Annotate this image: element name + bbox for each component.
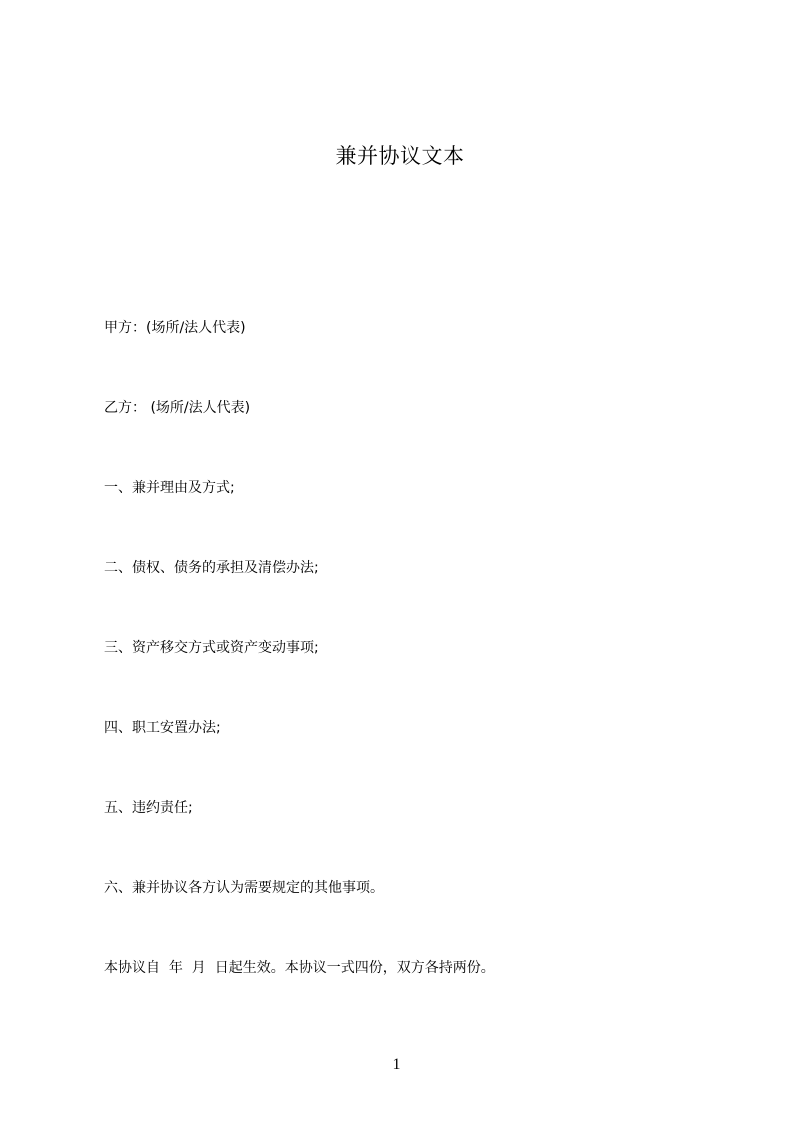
clause-5: 五、违约责任;: [104, 800, 193, 816]
effective-statement: 本协议自 年 月 日起生效。本协议一式四份，双方各持两份。: [104, 960, 495, 976]
clause-1: 一、兼并理由及方式;: [104, 480, 235, 496]
clause-2: 二、债权、债务的承担及清偿办法;: [104, 560, 319, 576]
party-b-line: 乙方： (场所/法人代表): [104, 400, 251, 416]
clause-3: 三、资产移交方式或资产变动事项;: [104, 640, 319, 656]
clause-4: 四、职工安置办法;: [104, 720, 221, 736]
party-a-line: 甲方：(场所/法人代表): [104, 320, 246, 336]
clause-6: 六、兼并协议各方认为需要规定的其他事项。: [104, 880, 384, 896]
page-number: 1: [392, 1056, 401, 1073]
document-title: 兼并协议文本: [335, 144, 465, 168]
